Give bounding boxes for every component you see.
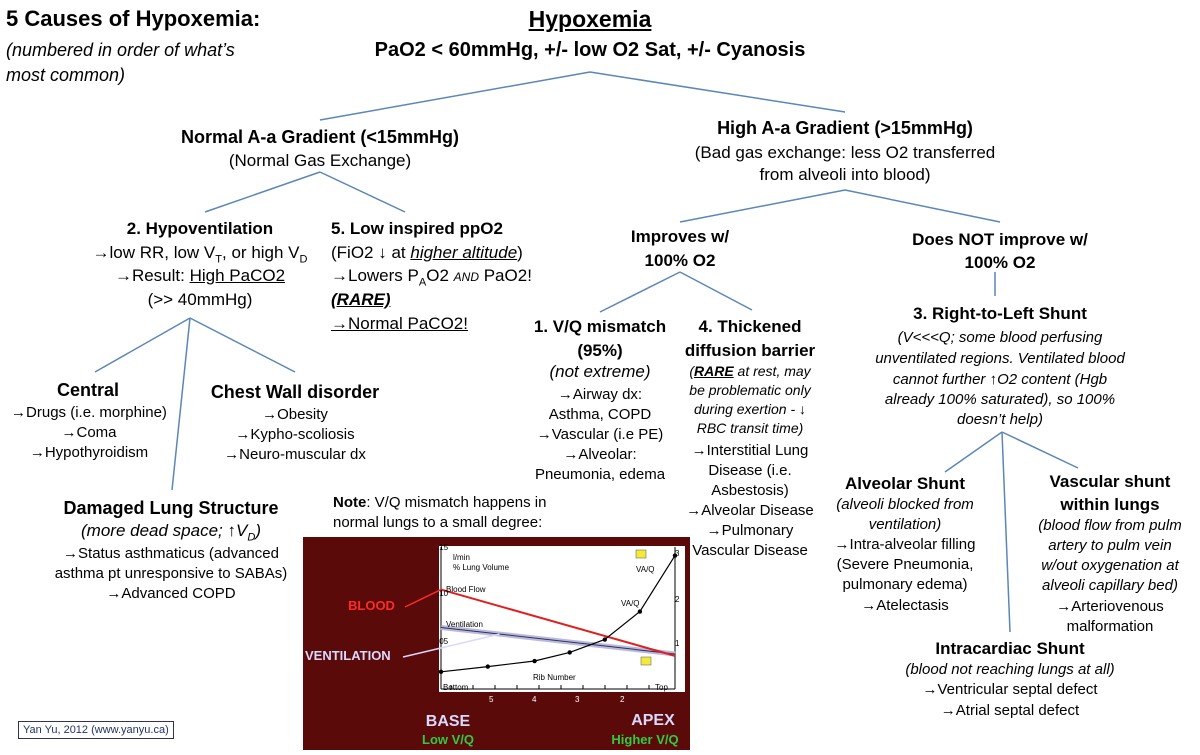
vascular-shunt-item: →Arteriovenous (1056, 598, 1164, 615)
marker-icon (641, 657, 651, 665)
vq-item: Asthma, COPD (548, 406, 652, 423)
y-right-tick-label: 1 (675, 639, 680, 648)
y-tick-label: .15 (437, 543, 449, 552)
low-inspired-line-2: →Lowers $P_AO2$ AND PaO2! (331, 266, 532, 289)
shunt-title: 3. Right-to-Left Shunt (913, 304, 1087, 323)
alveolar-shunt-title: Alveolar Shunt (845, 474, 965, 493)
thickened-item: Vascular Disease (692, 542, 808, 559)
central-title: Central (56, 380, 119, 400)
intracardiac-item: →Atrial septal defect (940, 702, 1080, 719)
y-axis-label: % Lung Volume (453, 563, 510, 572)
central-item: →Coma (61, 424, 117, 441)
x-tick-label: 4 (532, 695, 537, 704)
vaq-curve-label: VA/Q (636, 565, 655, 574)
high-gradient-title: High A-a Gradient (>15mmHg) (717, 118, 973, 138)
shunt-desc: cannot further ↑O2 content (Hgb (892, 371, 1108, 388)
shunt-desc: doesn’t help) (957, 411, 1043, 428)
vaq-point (532, 659, 536, 663)
y-axis-label: l/min (453, 553, 470, 562)
thickened-item: Asbestosis) (711, 482, 789, 499)
damaged-lung-item: →Status asthmaticus (advanced (63, 545, 279, 562)
vq-title-2: (95%) (577, 341, 623, 360)
vq-note-line-1: Note: V/Q mismatch happens in (333, 494, 547, 511)
vaq-point (568, 650, 572, 654)
not-improves-line-1: Does NOT improve w/ (912, 230, 1088, 249)
blood-flow-curve-label: Blood Flow (446, 585, 486, 594)
main-title: Hypoxemia (528, 6, 652, 32)
shunt-desc: unventilated regions. Ventilated blood (875, 350, 1125, 367)
hypoventilation-line-3: (>> 40mmHg) (147, 290, 253, 309)
vq-item: →Alveolar: (563, 446, 637, 463)
x-axis-end-label: Bottom (443, 683, 469, 692)
vaq-point (603, 637, 607, 641)
central-item: →Drugs (i.e. morphine) (11, 404, 167, 421)
chest-wall-item: →Obesity (262, 406, 328, 423)
shunt-desc: already 100% saturated), so 100% (884, 391, 1116, 408)
vq-note: (not extreme) (549, 362, 651, 381)
thickened-note: be problematic only (689, 382, 811, 398)
blood-callout: BLOOD (348, 598, 395, 613)
credit-label: Yan Yu, 2012 (www.yanyu.ca) (18, 721, 174, 739)
causes-title: 5 Causes of Hypoxemia: (6, 6, 261, 31)
vq-title-1: 1. V/Q mismatch (533, 317, 667, 336)
hypoventilation-title: 2. Hypoventilation (126, 219, 274, 238)
damaged-lung-item: asthma pt unresponsive to SABAs) (54, 565, 288, 582)
vq-item: →Airway dx: (557, 386, 643, 403)
marker-icon (636, 550, 646, 558)
thickened-title-1: 4. Thickened (698, 317, 802, 336)
vaq-point (638, 609, 642, 613)
normal-gradient-subtitle: (Normal Gas Exchange) (228, 151, 412, 170)
vascular-shunt-title-2: within lungs (1060, 495, 1160, 514)
alveolar-shunt-item: (Severe Pneumonia, (836, 556, 974, 573)
chest-wall-item: →Kypho-scoliosis (235, 426, 355, 443)
alveolar-shunt-item: →Intra-alveolar filling (834, 536, 976, 553)
alveolar-shunt-item: pulmonary edema) (842, 576, 968, 593)
vascular-shunt-desc: w/out oxygenation at (1041, 557, 1179, 574)
vq-note-line-2: normal lungs to a small degree: (333, 514, 543, 531)
vaq-point (439, 670, 443, 674)
vascular-shunt-item: malformation (1066, 618, 1154, 635)
ventilation-curve-label: Ventilation (446, 620, 483, 629)
vq-item: Pneumonia, edema (534, 466, 666, 483)
normal-gradient-title: Normal A-a Gradient (<15mmHg) (181, 127, 459, 147)
low-inspired-rare: (RARE) (331, 290, 391, 309)
causes-note-2: most common) (6, 65, 126, 85)
x-axis-end-label: Top (655, 683, 668, 692)
y-right-tick-label: 2 (675, 595, 680, 604)
not-improves-line-2: 100% O2 (964, 253, 1036, 272)
thickened-item: →Alveolar Disease (686, 502, 814, 519)
base-label: BASE (425, 713, 471, 730)
apex-sub-label: Higher V/Q (611, 732, 679, 747)
alveolar-shunt-desc: (alveoli blocked from (836, 496, 974, 513)
central-item: →Hypothyroidism (29, 444, 149, 461)
thickened-note: RBC transit time) (696, 420, 804, 436)
damaged-lung-item: →Advanced COPD (106, 585, 236, 602)
x-tick-label: 5 (489, 695, 494, 704)
x-tick-label: 2 (620, 695, 625, 704)
damaged-lung-title: Damaged Lung Structure (63, 498, 279, 518)
intracardiac-title: Intracardiac Shunt (935, 639, 1085, 658)
chest-wall-title: Chest Wall disorder (210, 382, 380, 402)
thickened-title-2: diffusion barrier (684, 341, 816, 360)
y-right-tick-label: 3 (675, 549, 680, 558)
vaq-point (486, 664, 490, 668)
hypoventilation-line-1: →low RR, low $V_T$, or high $V_D$ (92, 243, 308, 266)
causes-note-1: (numbered in order of what’s (6, 40, 235, 60)
intracardiac-item: →Ventricular septal defect (922, 681, 1098, 698)
vq-chart (303, 537, 690, 750)
chest-wall-item: →Neuro-muscular dx (224, 446, 366, 463)
vascular-shunt-title-1: Vascular shunt (1049, 472, 1171, 491)
y-tick-label: .10 (437, 589, 449, 598)
y-tick-label: .05 (437, 637, 449, 646)
vaq-curve-label: VA/Q (621, 599, 640, 608)
alveolar-shunt-desc: ventilation) (868, 516, 942, 533)
low-inspired-title: 5. Low inspired ppO2 (331, 219, 503, 238)
alveolar-shunt-item: →Atelectasis (861, 597, 949, 614)
thickened-note: during exertion - ↓ (693, 401, 807, 417)
vascular-shunt-desc: artery to pulm vein (1048, 537, 1172, 554)
hypoventilation-result: →Result: High PaCO2 (114, 266, 286, 285)
shunt-desc: (V<<<Q; some blood perfusing (897, 329, 1103, 346)
vq-item: →Vascular (i.e PE) (536, 426, 664, 443)
damaged-lung-subtitle: (more dead space; $↑V_D$) (81, 521, 261, 544)
low-inspired-line-1: (FiO2 ↓ at higher altitude) (331, 243, 523, 262)
thickened-item: →Interstitial Lung (691, 442, 809, 459)
high-gradient-subtitle-2: from alveoli into blood) (759, 165, 931, 184)
x-axis-label: Rib Number (533, 673, 576, 682)
thickened-item: →Pulmonary (706, 522, 794, 539)
improves-line-1: Improves w/ (630, 227, 730, 246)
base-sub-label: Low V/Q (422, 732, 474, 747)
intracardiac-desc: (blood not reaching lungs at all) (905, 661, 1115, 678)
apex-label: APEX (631, 712, 675, 729)
low-inspired-normal-paco2: →Normal PaCO2! (331, 314, 468, 333)
main-definition: PaO2 < 60mmHg, +/- low O2 Sat, +/- Cyanosis (374, 39, 806, 61)
thickened-item: Disease (i.e. (708, 462, 792, 479)
vascular-shunt-desc: alveoli capillary bed) (1042, 577, 1178, 594)
improves-line-2: 100% O2 (644, 251, 716, 270)
thickened-note-1: (RARE at rest, may (689, 363, 811, 379)
vascular-shunt-desc: (blood flow from pulm (1038, 517, 1182, 534)
ventilation-callout: VENTILATION (305, 648, 391, 663)
x-tick-label: 3 (575, 695, 580, 704)
blood-callout-arrow (405, 590, 441, 607)
high-gradient-subtitle-1: (Bad gas exchange: less O2 transferred (694, 143, 996, 162)
